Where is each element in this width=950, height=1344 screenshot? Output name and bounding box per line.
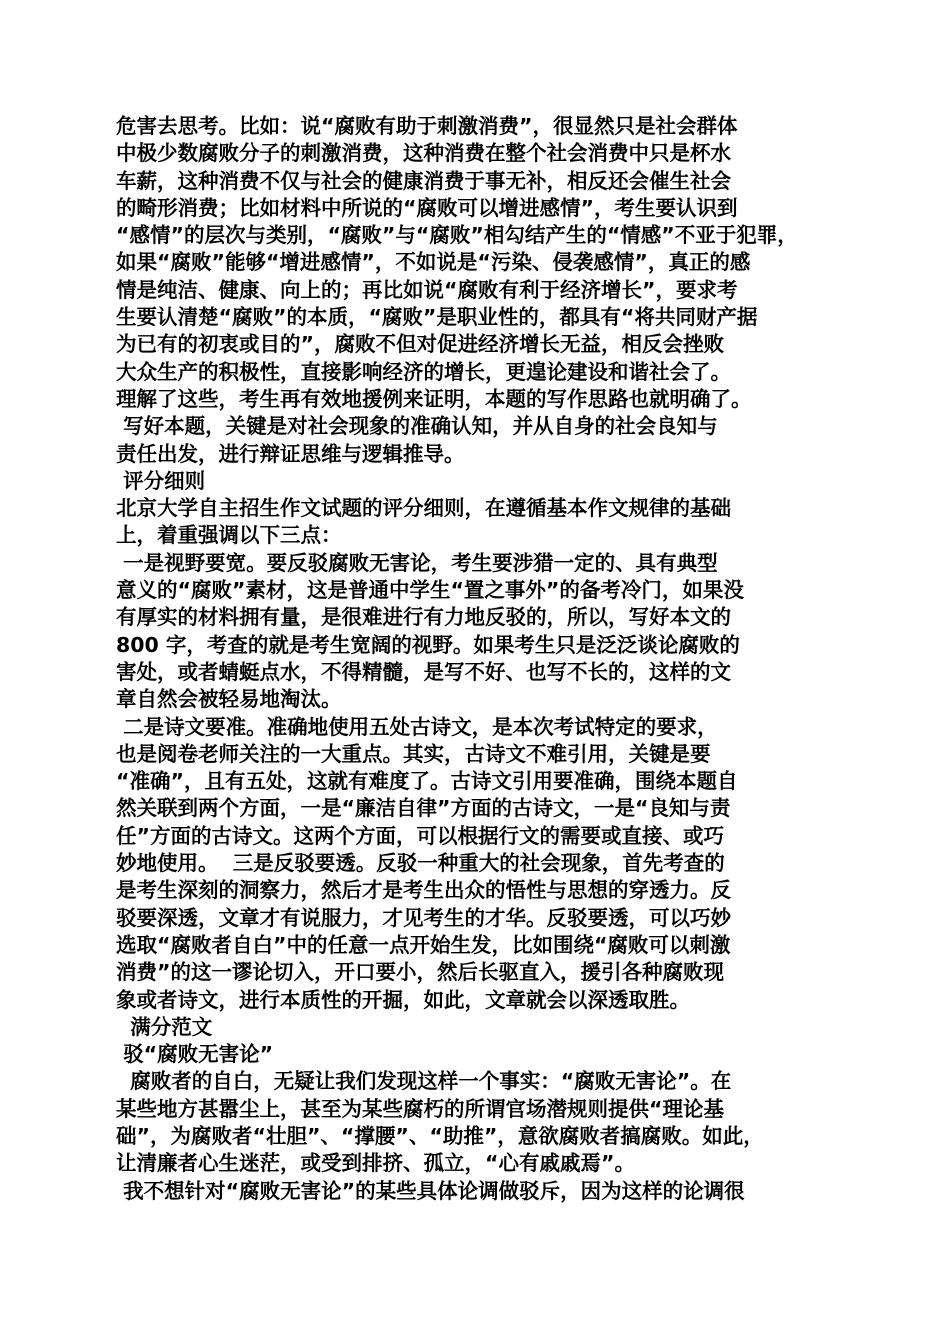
- text-line: 800 字，考查的就是考生宽阔的视野。如果考生只是泛泛谈论腐败的: [116, 632, 740, 657]
- text-line: 车薪，这种消费不仅与社会的健康消费于事无补，相反还会催生社会: [116, 168, 731, 193]
- text-line: 生要认清楚“腐败”的本质，“腐败”是职业性的，都具有“将共同财产据: [116, 305, 758, 330]
- text-line: 让清廉者心生迷茫，或受到排挤、孤立，“心有戚戚焉”。: [116, 1151, 635, 1176]
- text-line: 然关联到两个方面，一是“廉洁自律”方面的古诗文，一是“良知与责: [116, 796, 731, 821]
- text-line: “感情”的层次与类别，“腐败”与“腐败”相勾结产生的“情感”不亚于犯罪，: [116, 223, 798, 248]
- text-line: 章自然会被轻易地淘汰。: [116, 687, 342, 712]
- text-line: 我不想针对“腐败无害论”的某些具体论调做驳斥，因为这样的论调很: [116, 1178, 745, 1203]
- text-line: 害处，或者蜻蜓点水，不得精髓，是写不好、也写不长的，这样的文: [116, 659, 731, 684]
- text-line: 危害去思考。比如：说“腐败有助于刺激消费”，很显然只是社会群体: [116, 114, 738, 138]
- text-line: 北京大学自主招生作文试题的评分细则，在遵循基本作文规律的基础: [116, 496, 731, 521]
- text-line: 有厚实的材料拥有量，是很难进行有力地反驳的，所以，写好本文的: [116, 605, 731, 630]
- text-line: 如果“腐败”能够“增进感情”，不如说是“污染、侵袭感情”，真正的感: [116, 250, 751, 275]
- text-line: 写好本题，关键是对社会现象的准确认知，并从自身的社会良知与: [116, 414, 718, 439]
- text-line: 任”方面的古诗文。这两个方面，可以根据行文的需要或直接、或巧: [116, 823, 724, 848]
- text-line: 腐败者的自白，无疑让我们发现这样一个事实：“腐败无害论”。在: [116, 1069, 732, 1094]
- section-heading: 满分范文: [116, 1014, 213, 1039]
- text-line: 妙地使用。 三是反驳要透。反驳一种重大的社会现象，首先考查的: [116, 851, 725, 876]
- text-line: 为已有的初衷或目的”，腐败不但对促进经济增长无益，相反会挫败: [116, 332, 724, 357]
- text-line: 础”，为腐败者“壮胆”、“撑腰”、“助推”，意欲腐败者搞腐败。如此，: [116, 1123, 764, 1148]
- essay-title: 驳“腐败无害论”: [116, 1042, 274, 1067]
- text-line: 驳要深透，文章才有说服力，才见考生的才华。反驳要透，可以巧妙: [116, 905, 731, 930]
- text-line: 责任出发，进行辩证思维与逻辑推导。: [116, 441, 465, 466]
- text-line: 选取“腐败者自白”中的任意一点开始生发，比如围绕“腐败可以刺激: [116, 932, 731, 957]
- document-page: [116, 113, 846, 1205]
- text-line: 消费”的这一谬论切入，开口要小，然后长驱直入，援引各种腐败现: [116, 960, 724, 985]
- text-line: 情是纯洁、健康、向上的；再比如说“腐败有利于经济增长”，要求考: [116, 277, 738, 302]
- text-line: “准确”，且有五处，这就有难度了。古诗文引用要准确，围绕本题自: [116, 769, 738, 794]
- text-line: 也是阅卷老师关注的一大重点。其实，古诗文不难引用，关键是要: [116, 741, 711, 766]
- text-line: 意义的“腐败”素材，这是普通中学生“置之事外”的备考冷门，如果没: [116, 578, 744, 603]
- text-line: 二是诗文要准。准确地使用五处古诗文，是本次考试特定的要求，: [116, 714, 718, 739]
- text-line: 的畸形消费；比如材料中所说的“腐败可以增进感情”，考生要认识到: [116, 195, 738, 220]
- text-line: 理解了这些，考生再有效地援例来证明，本题的写作思路也就明确了。: [116, 386, 752, 411]
- section-heading: 评分细则: [116, 468, 206, 493]
- text-line: 某些地方甚嚣尘上，甚至为某些腐朽的所谓官场潜规则提供“理论基: [116, 1096, 724, 1121]
- text-line: 象或者诗文，进行本质性的开掘，如此，文章就会以深透取胜。: [116, 987, 690, 1012]
- text-line: 大众生产的积极性，直接影响经济的增长，更遑论建设和谐社会了。: [116, 359, 731, 384]
- text-line: 一是视野要宽。要反驳腐败无害论，考生要涉猎一定的、具有典型: [116, 550, 718, 575]
- text-line: 中极少数腐败分子的刺激消费，这种消费在整个社会消费中只是杯水: [116, 141, 731, 166]
- text-line: 上，着重强调以下三点：: [116, 523, 342, 548]
- text-line: 是考生深刻的洞察力，然后才是考生出众的悟性与思想的穿透力。反: [116, 878, 731, 903]
